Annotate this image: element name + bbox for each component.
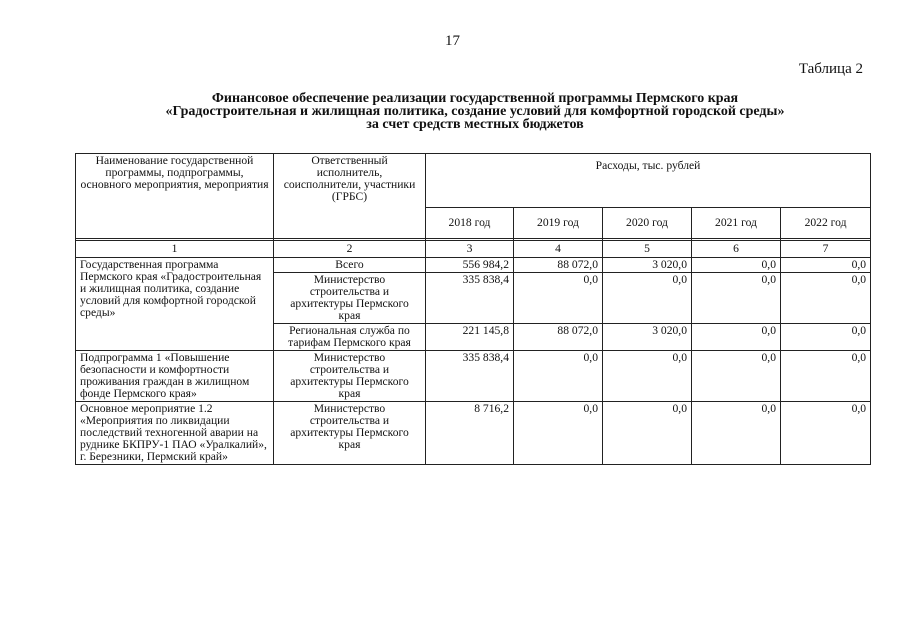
value-cell: 221 145,8 xyxy=(426,324,514,351)
value-cell: 0,0 xyxy=(781,258,871,273)
table-row xyxy=(76,351,871,402)
column-number: 2 xyxy=(274,241,426,258)
column-number: 1 xyxy=(76,241,274,258)
table-row xyxy=(76,258,871,273)
value-cell: 0,0 xyxy=(603,273,692,324)
executor-cell: Всего xyxy=(274,258,426,273)
header-year: 2022 год xyxy=(781,208,871,239)
value-cell: 0,0 xyxy=(692,402,781,465)
title-line-3: за счет средств местных бюджетов xyxy=(366,117,584,132)
column-number: 5 xyxy=(603,241,692,258)
title-line-2: «Градостроительная и жилищная политика, создание условий для комфортной городской среды» xyxy=(165,104,785,119)
value-cell: 0,0 xyxy=(781,351,871,402)
value-cell: 0,0 xyxy=(514,402,603,465)
value-cell: 0,0 xyxy=(781,324,871,351)
value-cell: 3 020,0 xyxy=(603,258,692,273)
header-year: 2018 год xyxy=(426,208,514,239)
header-row xyxy=(76,154,871,208)
title-line-1: Финансовое обеспечение реализации государственной программы Пермского края xyxy=(211,91,739,106)
header-name: Наименование государственной программы, подпрограммы, основного мероприятия, мероприятия xyxy=(76,154,274,239)
value-cell: 0,0 xyxy=(603,351,692,402)
header-executor: Ответственный исполнитель, соисполнители, участники (ГРБС) xyxy=(274,154,426,239)
value-cell: 335 838,4 xyxy=(426,351,514,402)
table-label: Таблица 2 xyxy=(798,61,863,77)
value-cell: 0,0 xyxy=(781,402,871,465)
subprogram-name: Подпрограмма 1 «Повышение безопасности и комфортности проживания граждан в жилищном фонде Пермского края» xyxy=(76,351,274,402)
header-expenses: Расходы, тыс. рублей xyxy=(426,154,871,208)
value-cell: 8 716,2 xyxy=(426,402,514,465)
column-number: 6 xyxy=(692,241,781,258)
value-cell: 335 838,4 xyxy=(426,273,514,324)
executor-cell: Министерство строительства и архитектуры Пермского края xyxy=(274,351,426,402)
program-name: Государственная программа Пермского края «Градостроительная и жилищная политика, создание условий для комфортной городской среды» xyxy=(76,258,274,351)
value-cell: 0,0 xyxy=(692,351,781,402)
table-row xyxy=(76,402,871,465)
value-cell: 0,0 xyxy=(514,273,603,324)
column-numbers-row xyxy=(76,241,871,258)
page-number: 17 xyxy=(445,33,460,49)
header-year: 2020 год xyxy=(603,208,692,239)
value-cell: 0,0 xyxy=(781,273,871,324)
finance-table xyxy=(75,153,871,465)
header-year: 2019 год xyxy=(514,208,603,239)
value-cell: 0,0 xyxy=(692,273,781,324)
value-cell: 0,0 xyxy=(692,258,781,273)
column-number: 3 xyxy=(426,241,514,258)
document-title xyxy=(70,92,880,131)
executor-cell: Министерство строительства и архитектуры Пермского края xyxy=(274,402,426,465)
column-number: 7 xyxy=(781,241,871,258)
header-year: 2021 год xyxy=(692,208,781,239)
value-cell: 0,0 xyxy=(692,324,781,351)
executor-cell: Региональная служба по тарифам Пермского края xyxy=(274,324,426,351)
value-cell: 0,0 xyxy=(603,402,692,465)
value-cell: 556 984,2 xyxy=(426,258,514,273)
value-cell: 0,0 xyxy=(514,351,603,402)
value-cell: 88 072,0 xyxy=(514,324,603,351)
value-cell: 88 072,0 xyxy=(514,258,603,273)
executor-cell: Министерство строительства и архитектуры Пермского края xyxy=(274,273,426,324)
value-cell: 3 020,0 xyxy=(603,324,692,351)
column-number: 4 xyxy=(514,241,603,258)
main-activity-name: Основное мероприятие 1.2 «Мероприятия по ликвидации последствий техногенной аварии на руднике БКПРУ-1 ПАО «Уралкалий», г. Березники, Пермский край» xyxy=(76,402,274,465)
